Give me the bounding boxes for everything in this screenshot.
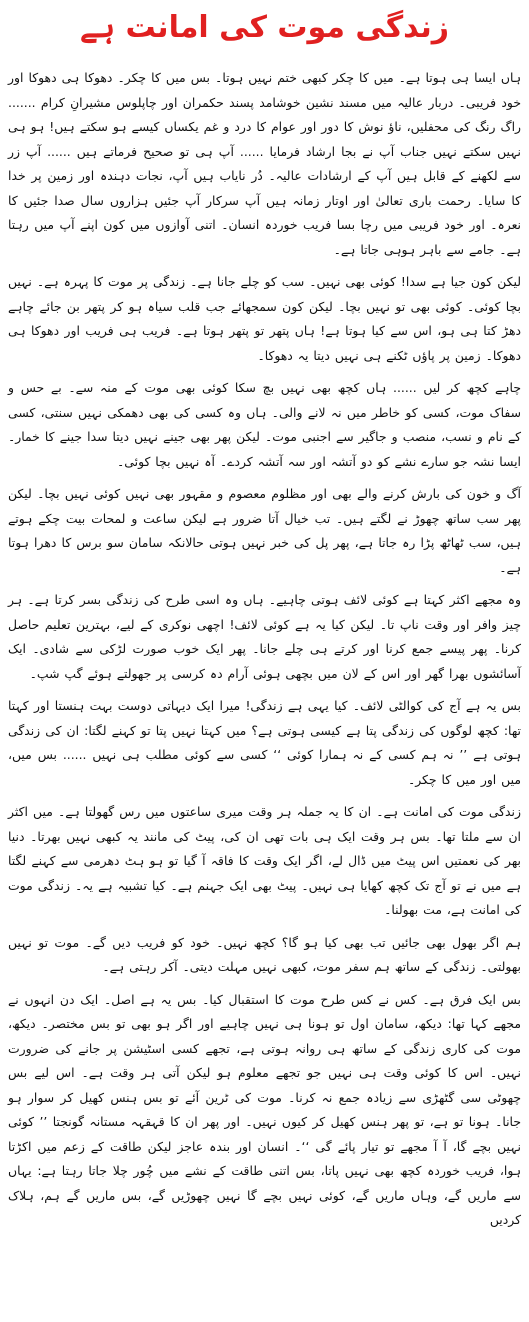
paragraph: بس ایک فرق ہے۔ کس نے کس طرح موت کا استقبال کیا۔ بس یہ ہے اصل۔ ایک دن انہوں نے مجھے کہا تھا: دیکھ، سامان اول تو ہونا ہی نہیں چاہیے اور اگر ہو بھی تو بس مختصر۔ دیکھ، موت کی کاری زندگی کے ساتھ ہی روانہ ہوتی ہے، تجھے کسی اسٹیشن پر جانے کی ضرورت نہیں۔ اس کا کوئی وقت ہی نہیں جو تجھے معلوم ہو لیکن آتی ہر وقت ہے۔ اس لیے بس چھوٹی سی گٹھڑی سے زیادہ جمع نہ کرنا۔ موت کی ٹرین آئے تو بس ہنس کھیل کر سوار ہو جانا۔ ہونا تو ہے، تو پھر ہنس کھیل کر کیوں نہیں۔ اور پھر ان کا قہقہہ مستانہ گونجتا ’’ کوئی نہیں بچے گا، آ آ مجھے تو تیار پائے گی ‘‘۔ انسان اور بندہ عاجز لیکن طاقت کے زعم میں اکڑتا ہوا، فریب خوردہ کچھ بھی نہیں پاتا، بس اتنی طاقت کے نشے میں چُور چلا جاتا رہتا ہے: یہاں سے ماریں گے، وہاں ماریں گے، کوئی نہیں بچے گا نہیں چھوڑیں گے، بس ماریں گے ہم، ہلاک کردیں bbox=[8, 991, 521, 1227]
article-title: زندگی موت کی امانت ہے bbox=[79, 10, 450, 45]
paragraph: بس یہ ہے آج کی کوالٹی لائف۔ کیا یہی ہے زندگی! میرا ایک دیہاتی دوست بہت ہنستا اور کہتا تھا: کچھ لوگوں کی زندگی پتا ہے کیسی ہوتی ہے؟ میں کہتا نہیں پتا تو کہنے لگتا: ان کی زندگی ہوتی ہے ’’ نہ ہم کسی کے نہ ہمارا کوئی ‘‘ کسی سے کوئی مطلب ہی نہیں ...... بس میں، میں اور میں کا چکر۔ bbox=[8, 698, 521, 787]
paragraph: ہم اگر بھول بھی جائیں تب بھی کیا ہو گا؟ کچھ نہیں۔ خود کو فریب دیں گے۔ موت تو نہیں بھولتی۔ زندگی کے ساتھ ہم سفر موت، کبھی نہیں مہلت دیتی۔ آکر رہتی ہے۔ bbox=[8, 934, 521, 974]
paragraph: زندگی موت کی امانت ہے۔ ان کا یہ جملہ ہر وقت میری ساعتوں میں رس گھولتا ہے۔ میں اکثر ان سے ملتا تھا۔ بس ہر وقت ایک ہی بات تھی ان کی، پیٹ کی مانند یہ کبھی نہیں بھرتا۔ دنیا بھر کی نعمتیں اس پیٹ میں ڈال لے، اگر ایک وقت کا فاقہ آ گیا تو ہو ہٹ دھرمی سے کہنے لگتا ہے میں نے تو آج تک کچھ کھایا ہی نہیں۔ پیٹ بھی ایک جہنم ہے۔ کیا تشبیہ ہے یہ۔ زندگی موت کی امانت ہے، مت بھولنا۔ bbox=[8, 804, 521, 917]
paragraph: آگ و خون کی بارش کرنے والے بھی اور مظلوم معصوم و مقہور بھی نہیں کوئی نہیں بچا۔ لیکن پھر سب ساتھ چھوڑ نے لگتے ہیں۔ تب خیال آتا ضرور ہے لیکن ساعت و لمحات بیت چکے ہوتے ہیں، سب ٹھاٹھ پڑا رہ جاتا ہے، پھر پل کی خبر نہیں ہوتی حالانکہ سامان سو برس کا دھرا ہوتا ہے۔ bbox=[8, 486, 521, 575]
paragraph: وہ مجھے اکثر کہتا ہے کوئی لائف ہوتی چاہیے۔ ہاں وہ اسی طرح کی زندگی بسر کرتا ہے۔ ہر چیز وافر اور وقت ناپ تا۔ لیکن کیا یہ ہے کوئی لائف! اچھی نوکری کے لیے، بہترین تعلیم حاصل کرنا۔ پھر پیسے جمع کرنا اور کرتے ہی چلے جانا۔ پھر ایک خوب صورت لڑکی سے شادی۔ ایک آسائشوں بھرا گھر اور اس کے لان میں بچھی ہوئی آرام دہ کرسی پر جھولتے ہوئے گپ شپ۔ bbox=[8, 592, 521, 681]
paragraph: ہاں ایسا ہی ہوتا ہے۔ میں کا چکر کبھی ختم نہیں ہوتا۔ بس میں کا چکر۔ دھوکا ہی دھوکا اور خود فریبی۔ دربار عالیہ میں مسند نشین خوشامد پسند حکمران اور چاپلوس مشیرانِ کرام ....... راگ رنگ کی محفلیں، ناؤ نوش کا دور اور عوام کا درد و غم یکساں کیسے ہو سکتے ہیں! ہو ہی نہیں سکتے نہیں جناب آپ نے بجا ارشاد فرمایا ...... آپ ہی تو صحیح فرماتے ہیں ...... آپ زر سے لکھنے کے قابل ہیں آپ کے ارشادات عالیہ۔ دُر نایاب ہیں آپ، نجات دہندہ اور زمین پر خدا کا سایا۔ رحمت باری تعالیٰ اور اوتار زمانہ ہیں آپ سرکار آپ جئیں ہزاروں سال صدا جئیں کا نعرہ۔ اور خود فریبی میں رچا بسا فریب خوردہ انسان۔ اتنی آوازوں میں کون اپنے آپ میں رہتا ہے۔ جامے سے باہر ہوہی جاتا ہے۔ bbox=[8, 70, 521, 257]
paragraph: لیکن کون جیا ہے سدا! کوئی بھی نہیں۔ سب کو چلے جانا ہے۔ زندگی پر موت کا پہرہ ہے۔ نہیں بچا کوئی۔ کوئی بھی تو نہیں بچا۔ لیکن کون سمجھائے جب قلب سیاہ ہو کر پتھر بن جائے چاہے دھڑ کتا ہی ہو، اس سے کیا ہوتا ہے! ہاں پتھر تو پتھر ہوتا ہے۔ فریب ہی فریب اور دھوکا ہی دھوکا۔ زمین پر پاؤں ٹکنے ہی نہیں دیتا یہ دھوکا۔ bbox=[8, 274, 521, 363]
paragraph: چاہے کچھ کر لیں ...... ہاں کچھ بھی نہیں بچ سکا کوئی بھی موت کے منہ سے۔ بے حس و سفاک موت، کسی کو خاطر میں نہ لانے والی۔ ہاں وہ کسی کی بھی دھمکی نہیں سنتی، کسی کے نام و نسب، منصب و جاگیر سے اجنبی موت۔ لیکن پھر بھی جینے نہیں دیتا سدا جینے کا خمار۔ ایسا نشہ جو سارے نشے کو دو آتشہ اور سہ آتشہ کردے۔ آہ نہیں بچا کوئی۔ bbox=[8, 380, 521, 469]
